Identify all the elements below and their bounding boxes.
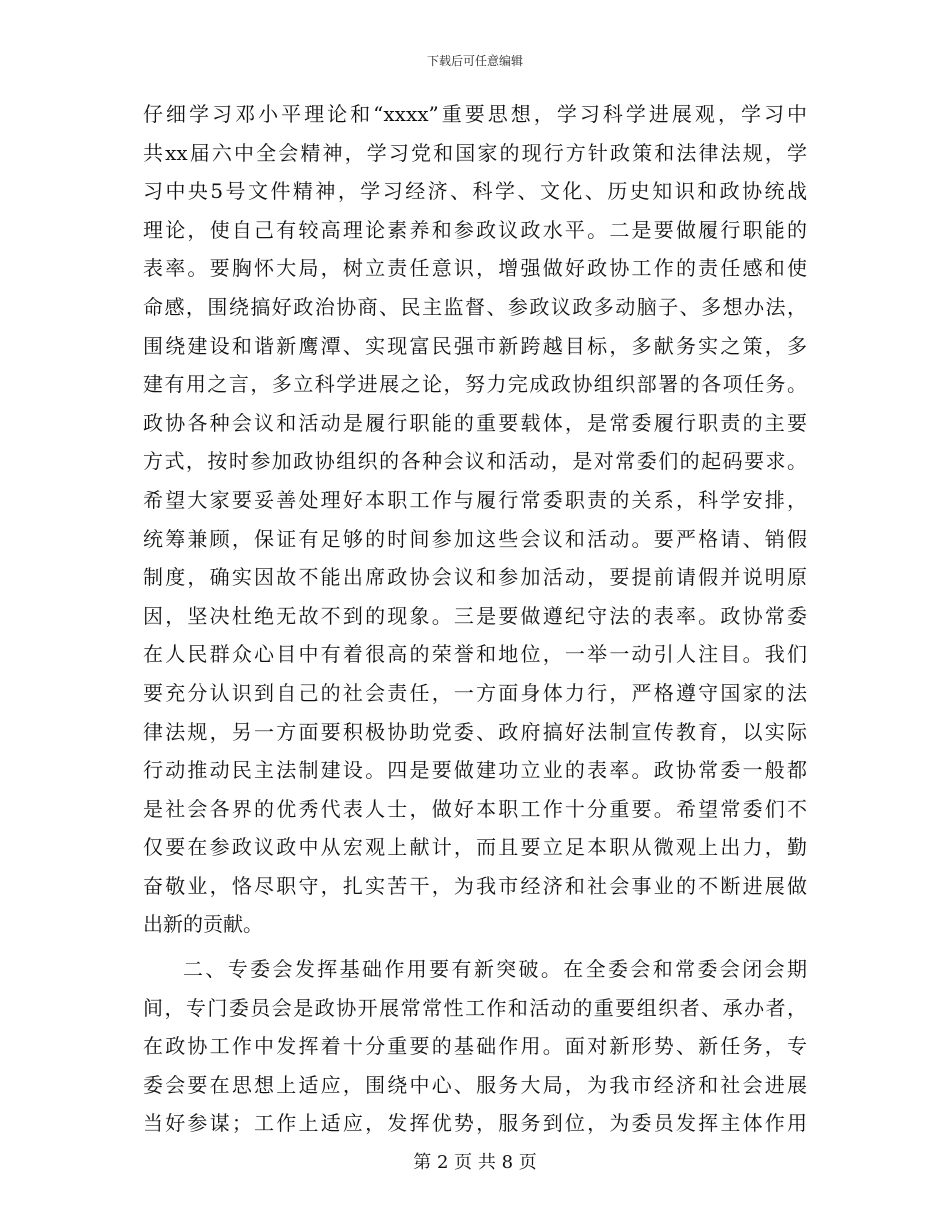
- text-line: 围绕建设和谐新鹰潭、实现富民强市新跨越目标，多献务实之策，多: [143, 333, 807, 358]
- text-line: 共xx届六中全会精神，学习党和国家的现行方针政策和法律法规，学: [143, 140, 807, 165]
- text-line: 仔细学习邓小平理论和“xxxx”重要思想，学习科学进展观，学习中: [143, 102, 807, 126]
- text-line: 奋敬业，恪尽职守，扎实苦干，为我市经济和社会事业的不断进展做: [143, 873, 807, 898]
- text-line: 出新的贡献。: [143, 912, 263, 937]
- text-line: 希望大家要妥善处理好本职工作与履行常委职责的关系，科学安排，: [143, 487, 807, 512]
- text-line: 在政协工作中发挥着十分重要的基础作用。面对新形势、新任务，专: [143, 1034, 807, 1059]
- text-line: 建有用之言，多立科学进展之论，努力完成政协组织部署的各项任务。: [143, 372, 807, 397]
- text-line: 方式，按时参加政协组织的各种会议和活动，是对常委们的起码要求。: [143, 449, 807, 474]
- text-line: 要充分认识到自己的社会责任，一方面身体力行，严格遵守国家的法: [143, 680, 807, 705]
- paragraph-1: [143, 95, 807, 944]
- text-line: 在人民群众心目中有着很高的荣誉和地位，一举一动引人注目。我们: [143, 642, 807, 667]
- text-line: 委会要在思想上适应，围绕中心、服务大局，为我市经济和社会进展: [143, 1072, 807, 1097]
- page-number: 第 2 页 共 8 页: [413, 1152, 537, 1173]
- text-line: 间，专门委员会是政协开展常常性工作和活动的重要组织者、承办者，: [143, 995, 807, 1020]
- text-line: 律法规，另一方面要积极协助党委、政府搞好法制宣传教育，以实际: [143, 719, 807, 744]
- text-line: 当好参谋；工作上适应，发挥优势，服务到位，为委员发挥主体作用: [143, 1111, 807, 1136]
- text-line: 政协各种会议和活动是履行职能的重要载体，是常委履行职责的主要: [143, 410, 807, 435]
- text-line: 表率。要胸怀大局，树立责任意识，增强做好政协工作的责任感和使: [143, 256, 807, 281]
- text-line: 因，坚决杜绝无故不到的现象。三是要做遵纪守法的表率。政协常委: [143, 603, 807, 628]
- text-line: 行动推动民主法制建设。四是要做建功立业的表率。政协常委一般都: [143, 758, 807, 783]
- text-line: 习中央5号文件精神，学习经济、科学、文化、历史知识和政协统战: [143, 179, 807, 204]
- text-line: 制度，确实因故不能出席政协会议和参加活动，要提前请假并说明原: [143, 565, 807, 590]
- document-body: [143, 95, 807, 1143]
- paragraph-2: [143, 950, 807, 1143]
- text-line: 理论，使自己有较高理论素养和参政议政水平。二是要做履行职能的: [143, 217, 807, 242]
- text-line: 仅要在参政议政中从宏观上献计，而且要立足本职从微观上出力，勤: [143, 835, 807, 860]
- text-line: 是社会各界的优秀代表人士，做好本职工作十分重要。希望常委们不: [143, 796, 807, 821]
- text-line: 命感，围绕搞好政治协商、民主监督、参政议政多动脑子、多想办法，: [143, 294, 807, 319]
- page-header-note: 下载后可任意编辑: [426, 54, 523, 68]
- text-line: 统筹兼顾，保证有足够的时间参加这些会议和活动。要严格请、销假: [143, 526, 807, 551]
- text-line: 二、专委会发挥基础作用要有新突破。在全委会和常委会闭会期: [183, 957, 807, 982]
